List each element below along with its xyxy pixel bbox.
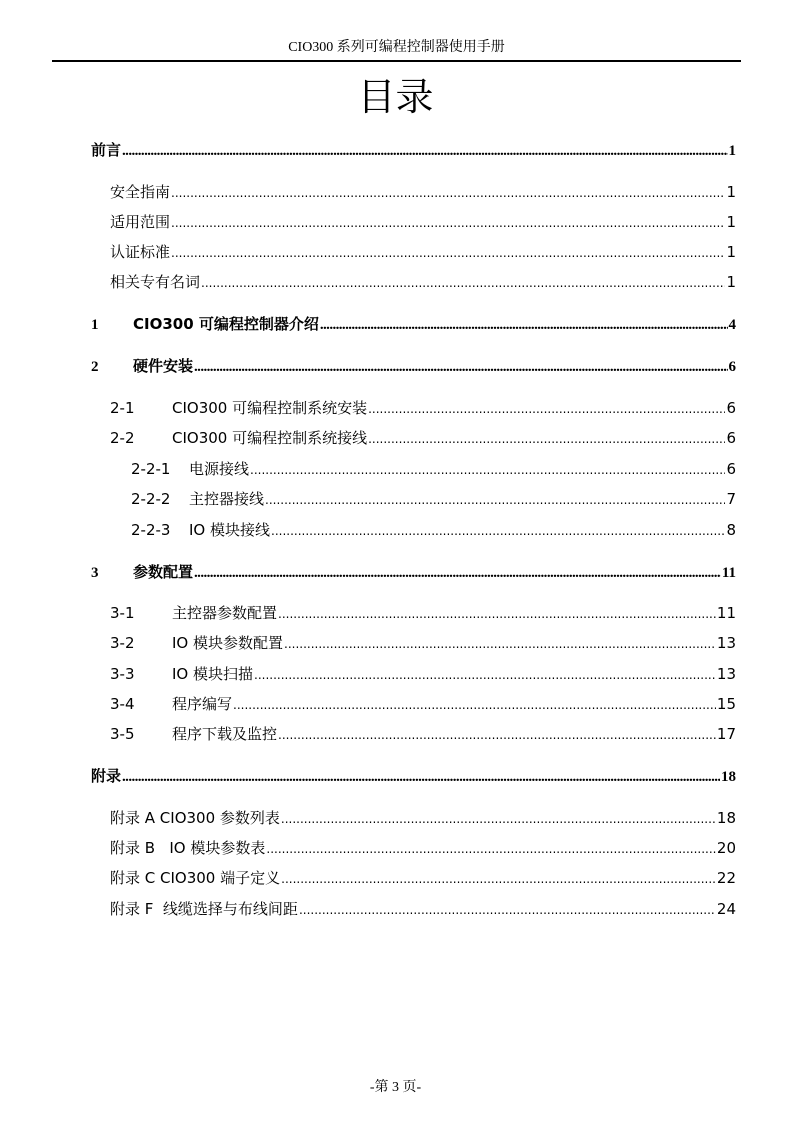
toc-page-number: 17 — [716, 725, 736, 743]
toc-entry-number: 3-1 — [110, 604, 135, 622]
toc-entry-appendix-c[interactable] — [110, 868, 736, 888]
toc-entry-text: CIO300 可编程控制系统安装 — [172, 399, 368, 417]
toc-entry-text: 认证标准 — [110, 243, 171, 261]
toc-leader-dots — [254, 665, 716, 685]
toc-page-number: 6 — [726, 399, 736, 417]
toc-entry-number: 2-2-3 — [131, 521, 171, 539]
toc-page-number: 6 — [726, 429, 736, 447]
toc-entry-text: 安全指南 — [110, 183, 171, 201]
toc-entry-text: 前言 — [91, 141, 122, 159]
toc-entry-text: 相关专有名词 — [110, 273, 201, 291]
toc-leader-dots — [171, 183, 725, 203]
page-title: 目录 — [357, 75, 434, 119]
toc-entry-number: 3-5 — [110, 725, 135, 743]
toc-entry-text: 程序编写 — [172, 695, 233, 713]
toc-leader-dots — [233, 695, 716, 715]
toc-entry-text: IO 模块接线 — [189, 521, 270, 539]
toc-entry-appendix[interactable] — [91, 766, 736, 786]
toc-leader-dots — [368, 399, 725, 419]
toc-entry-text: 适用范围 — [110, 213, 171, 231]
toc-entry-text: 电源接线 — [189, 460, 250, 478]
toc-entry-number: 2-2-2 — [131, 490, 171, 508]
toc-page-number: 18 — [721, 769, 736, 785]
toc-entry-text: 附录 C CIO300 端子定义 — [110, 869, 281, 887]
toc-entry-text: CIO300 可编程控制器介绍 — [133, 315, 319, 333]
toc-leader-dots — [171, 243, 725, 263]
toc-page-number: 11 — [716, 604, 736, 622]
toc-entry-section-3-1[interactable] — [110, 603, 736, 623]
page-footer: -第 3 页- — [369, 1080, 422, 1095]
toc-page-number: 6 — [726, 460, 736, 478]
toc-entry-cert[interactable] — [110, 242, 736, 262]
toc-page-number: 4 — [728, 317, 736, 333]
toc-leader-dots — [281, 869, 716, 889]
toc-entry-section-2-2[interactable] — [110, 428, 736, 448]
toc-entry-section-2-2-2[interactable] — [131, 489, 736, 509]
toc-entry-text: 附录 — [91, 767, 122, 785]
toc-entry-number: 3-4 — [110, 695, 135, 713]
toc-entry-number: 2-2 — [110, 429, 135, 447]
toc-entry-text: 附录 A CIO300 参数列表 — [110, 809, 280, 827]
running-header: CIO300 系列可编程控制器使用手册 — [288, 40, 505, 55]
toc-leader-dots — [122, 141, 727, 161]
toc-leader-dots — [171, 213, 725, 233]
toc-entry-section-2-2-3[interactable] — [131, 520, 736, 540]
toc-entry-chapter-3[interactable] — [91, 562, 736, 582]
toc-entry-scope[interactable] — [110, 212, 736, 232]
toc-leader-dots — [194, 357, 727, 377]
toc-entry-text: 主控器参数配置 — [172, 604, 278, 622]
toc-entry-safety[interactable] — [110, 182, 736, 202]
toc-leader-dots — [122, 767, 720, 787]
toc-entry-section-3-5[interactable] — [110, 724, 736, 744]
toc-entry-section-3-2[interactable] — [110, 633, 736, 653]
toc-entry-section-2-2-1[interactable] — [131, 459, 736, 479]
toc-page-number: 1 — [726, 213, 736, 231]
toc-leader-dots — [201, 273, 725, 293]
toc-entry-number: 1 — [91, 317, 99, 333]
toc-page-number: 18 — [716, 809, 736, 827]
toc-page-number: 13 — [716, 634, 736, 652]
toc-entry-number: 2-2-1 — [131, 460, 171, 478]
toc-leader-dots — [278, 725, 716, 745]
toc-page-number: 15 — [716, 695, 736, 713]
toc-page-number: 20 — [716, 839, 736, 857]
toc-entry-appendix-a[interactable] — [110, 808, 736, 828]
toc-leader-dots — [278, 604, 716, 624]
toc-entry-text: 主控器接线 — [189, 490, 265, 508]
toc-leader-dots — [266, 839, 716, 859]
toc-page-number: 13 — [716, 665, 736, 683]
toc-entry-number: 2-1 — [110, 399, 135, 417]
header-rule — [52, 60, 741, 62]
toc-entry-section-3-4[interactable] — [110, 694, 736, 714]
toc-entry-chapter-1[interactable] — [91, 314, 736, 334]
toc-page-number: 24 — [716, 900, 736, 918]
toc-entry-text: 参数配置 — [133, 563, 194, 581]
toc-entry-section-3-3[interactable] — [110, 664, 736, 684]
toc-entry-number: 2 — [91, 359, 99, 375]
toc-page-number: 1 — [726, 273, 736, 291]
toc-leader-dots — [284, 634, 716, 654]
toc-page-number: 1 — [726, 183, 736, 201]
toc-entry-appendix-f[interactable] — [110, 899, 736, 919]
toc-entry-section-2-1[interactable] — [110, 398, 736, 418]
toc-page-number: 7 — [726, 490, 736, 508]
toc-page-number: 6 — [728, 359, 736, 375]
toc-page-number: 11 — [721, 565, 736, 581]
toc-entry-text: IO 模块参数配置 — [172, 634, 283, 652]
toc-leader-dots — [368, 429, 725, 449]
toc-entry-text: 硬件安装 — [133, 357, 194, 375]
toc-entry-text: 程序下载及监控 — [172, 725, 278, 743]
toc-leader-dots — [281, 809, 716, 829]
toc-entry-text: IO 模块扫描 — [172, 665, 253, 683]
toc-entry-text: 附录 F 线缆选择与布线间距 — [110, 900, 298, 918]
toc-leader-dots — [250, 460, 725, 480]
toc-entry-number: 3 — [91, 565, 99, 581]
toc-entry-text: 附录 B IO 模块参数表 — [110, 839, 266, 857]
toc-page-number: 22 — [716, 869, 736, 887]
toc-entry-preface[interactable] — [91, 140, 736, 160]
toc-entry-number: 3-2 — [110, 634, 135, 652]
toc-entry-number: 3-3 — [110, 665, 135, 683]
toc-leader-dots — [271, 521, 725, 541]
toc-page-number: 1 — [728, 143, 736, 159]
toc-page-number: 8 — [726, 521, 736, 539]
toc-leader-dots — [320, 315, 728, 335]
toc-leader-dots — [299, 900, 716, 920]
toc-entry-text: CIO300 可编程控制系统接线 — [172, 429, 368, 447]
toc-entry-chapter-2[interactable] — [91, 356, 736, 376]
toc-entry-terms[interactable] — [110, 272, 736, 292]
toc-leader-dots — [194, 563, 721, 583]
toc-entry-appendix-b[interactable] — [110, 838, 736, 858]
toc-leader-dots — [265, 490, 725, 510]
toc-page-number: 1 — [726, 243, 736, 261]
